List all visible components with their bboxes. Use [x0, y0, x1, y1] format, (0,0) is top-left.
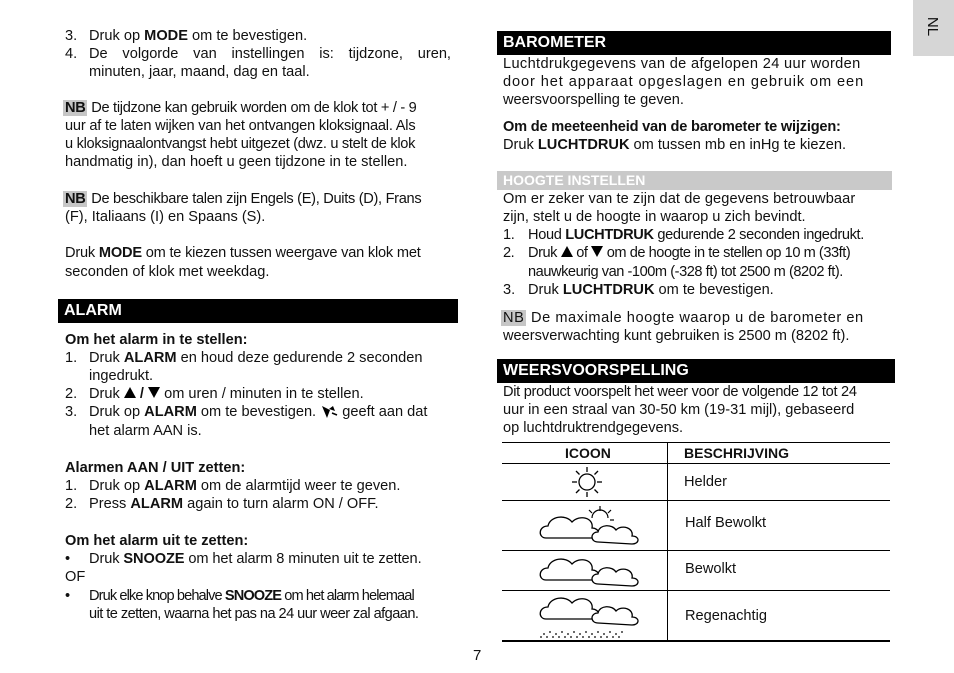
mode-paragraph-line2: seconden of klok met weekdag. [65, 264, 270, 280]
down-arrow-icon [148, 387, 160, 398]
alarm-onoff-step-1: 1. Druk op ALARM om de alarmtijd weer te geven. [65, 478, 401, 494]
partly-cloudy-icon [536, 504, 642, 548]
height-header: HOOGTE INSTELLEN [497, 171, 892, 190]
step-4: 4. [65, 46, 78, 62]
alarm-header: ALARM [58, 299, 458, 323]
page-number: 7 [473, 647, 482, 664]
alarm-off-bullet-2-line2: uit te zetten, waarna het pas na 24 uur weer zal afgaan. [89, 606, 419, 622]
alarm-bell-icon [320, 403, 338, 419]
height-para-line1: Om er zeker van te zijn dat de gegevens betrouwbaar [503, 191, 856, 207]
nb-altitude-line2: weersverwachting kunt gebruiken is 2500 m (8202 ft). [503, 328, 850, 344]
table-header-description: BESCHRIJVING [684, 445, 790, 461]
step-4-line1: De volgorde van instellingen is: tijdzone, uren, [89, 46, 451, 62]
nb-altitude: NB De maximale hoogte waarop u de barometer en [503, 310, 864, 326]
table-row-3-desc: Bewolkt [685, 561, 737, 577]
set-alarm-step-1: 1. Druk ALARM en houd deze gedurende 2 seconden [65, 350, 423, 366]
table-row-1-desc: Helder [684, 474, 727, 490]
down-arrow-icon [591, 246, 603, 257]
set-alarm-step-1-line2: ingedrukt. [89, 368, 154, 384]
height-step-3: 3. Druk LUCHTDRUK om te bevestigen. [503, 282, 774, 298]
table-header-icon: ICOON [565, 445, 611, 461]
up-arrow-icon [561, 246, 573, 257]
nb-timezone: NB De tijdzone kan gebruik worden om de klok tot + / - 9 [65, 100, 417, 116]
unit-line: Druk LUCHTDRUK om tussen mb en inHg te kiezen. [503, 137, 847, 153]
nb-languages-line2: (F), Italiaans (I) en Spaans (S). [65, 209, 266, 225]
height-step-2-line2: nauwkeurig van -100m (-328 ft) tot 2500 m (8202 ft). [528, 264, 843, 280]
cloudy-icon [536, 554, 642, 588]
language-label: NL [924, 16, 942, 37]
barometer-para-line1: Luchtdrukgegevens van de afgelopen 24 uur worden [503, 56, 861, 72]
step-3: 3. Druk op MODE om te bevestigen. [65, 28, 308, 44]
forecast-para-line2: uur in een straal van 30-50 km (19-31 mijl), gebaseerd [503, 402, 855, 418]
alarm-onoff-title: Alarmen AAN / UIT zetten: [65, 460, 246, 476]
nb-timezone-line2: uur af te laten wijken van het ontvangen kloksignaal. Als [65, 118, 416, 134]
height-step-2: 2. Druk of om de hoogte in te stellen op 10 m (33ft) [503, 245, 851, 261]
language-tab [913, 0, 954, 56]
table-row-4-desc: Regenachtig [685, 608, 767, 624]
alarm-off-or: OF [65, 569, 86, 585]
barometer-header: BAROMETER [497, 31, 891, 55]
alarm-onoff-step-2: 2. Press ALARM again to turn alarm ON / OFF. [65, 496, 379, 512]
nb-languages: NB De beschikbare talen zijn Engels (E), Duits (D), Frans [65, 191, 422, 207]
forecast-para-line1: Dit product voorspelt het weer voor de volgende 12 tot 24 [503, 384, 857, 400]
set-alarm-step-2: 2. Druk / om uren / minuten in te stellen. [65, 386, 364, 402]
height-para-line2: zijn, stelt u de hoogte in waarop u zich bevindt. [503, 209, 806, 225]
set-alarm-title: Om het alarm in te stellen: [65, 332, 248, 348]
rain-icon [536, 593, 642, 639]
barometer-para-line3: weersvoorspelling te geven. [503, 92, 684, 108]
set-alarm-step-3: 3. Druk op ALARM om te bevestigen. geeft aan dat [65, 404, 428, 420]
sun-icon [571, 466, 603, 498]
table-row-2-desc: Half Bewolkt [685, 515, 767, 531]
alarm-off-title: Om het alarm uit te zetten: [65, 533, 249, 549]
mode-paragraph: Druk MODE om te kiezen tussen weergave van klok met [65, 245, 421, 261]
step-4-line2: minuten, jaar, maand, dag en taal. [89, 64, 310, 80]
up-arrow-icon [124, 387, 136, 398]
nb-timezone-line3: u kloksignaalontvangst hebt uitgezet (dwz. u stelt de klok [65, 136, 416, 152]
unit-title: Om de meeteenheid van de barometer te wijzigen: [503, 119, 841, 135]
forecast-header: WEERSVOORSPELLING [497, 359, 895, 383]
nb-timezone-line4: handmatig in), dan hoeft u geen tijdzone in te stellen. [65, 154, 408, 170]
set-alarm-step-3-line2: het alarm AAN is. [89, 423, 202, 439]
alarm-off-bullet-1: • Druk SNOOZE om het alarm 8 minuten uit te zetten. [65, 551, 422, 567]
height-step-1: 1. Houd LUCHTDRUK gedurende 2 seconden ingedrukt. [503, 227, 864, 243]
barometer-para-line2: door het apparaat opgeslagen en gebruik om een [503, 74, 865, 90]
alarm-off-bullet-2: • Druk elke knop behalve SNOOZE om het alarm helemaal [65, 588, 414, 604]
forecast-para-line3: op luchtdruktrendgegevens. [503, 420, 684, 436]
